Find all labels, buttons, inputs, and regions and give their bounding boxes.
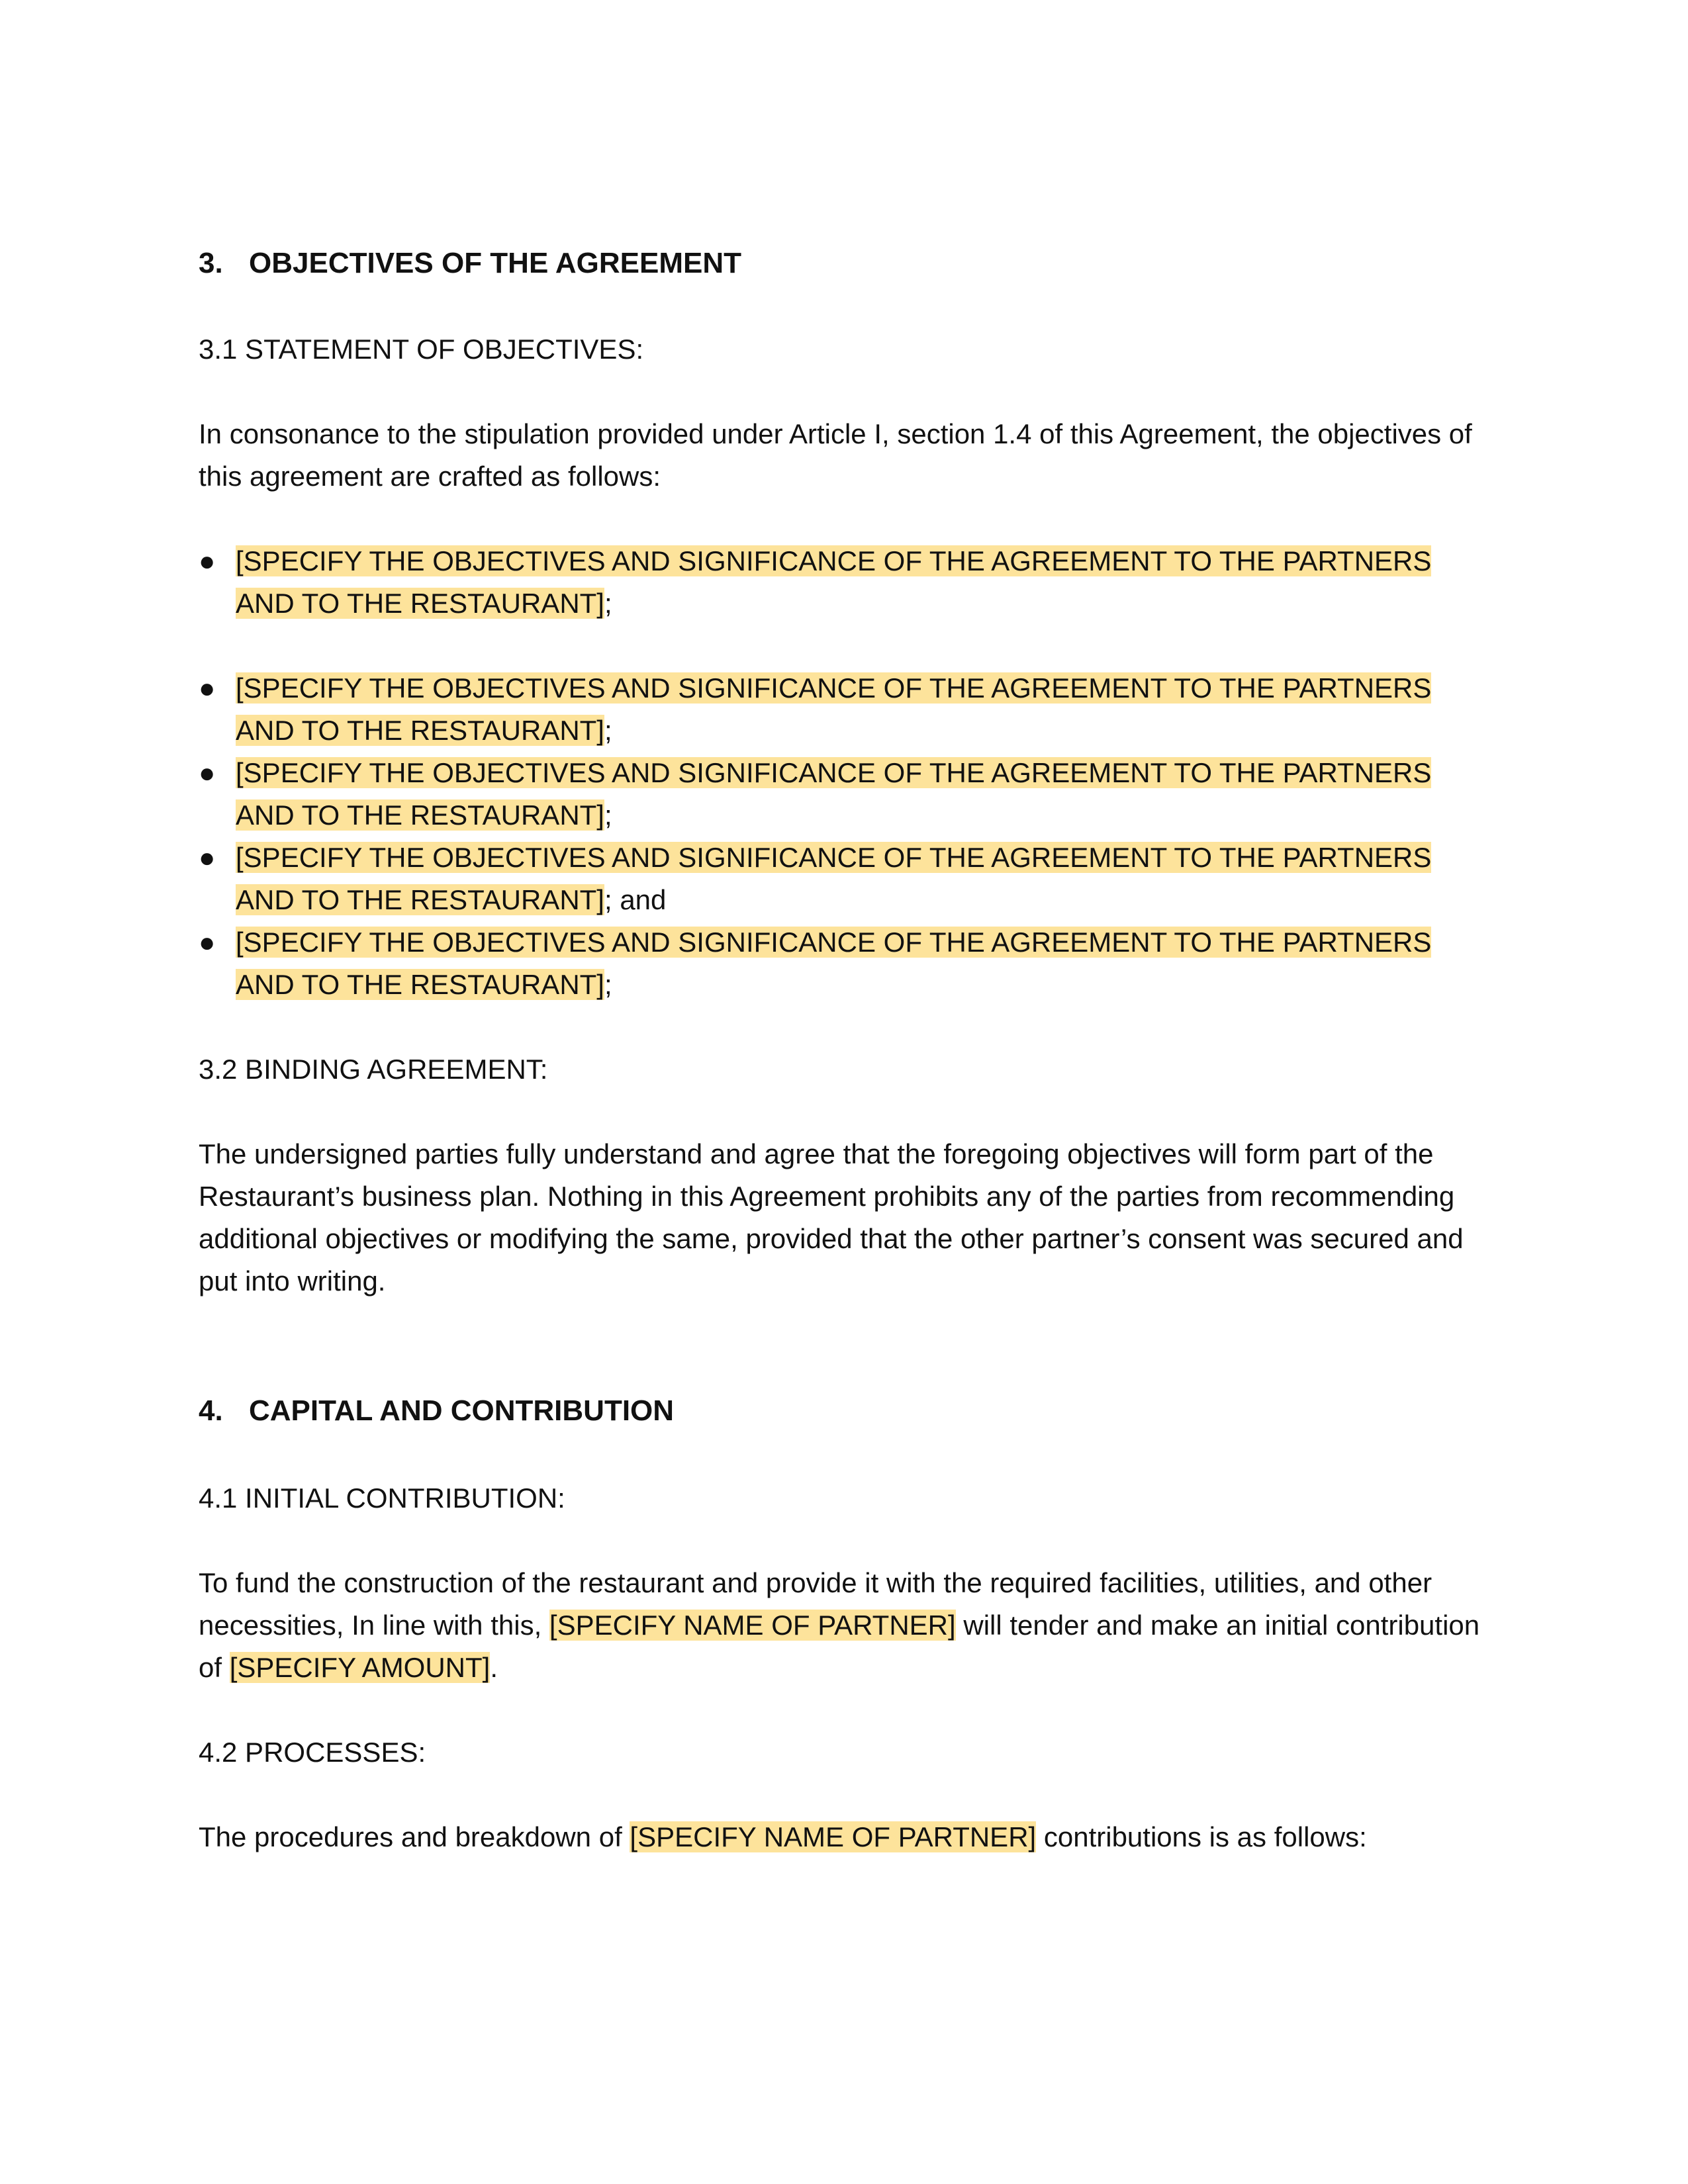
list-item-suffix: ; — [604, 799, 612, 831]
section-title: OBJECTIVES OF THE AGREEMENT — [249, 247, 742, 279]
subsection-4-1-body — [199, 1562, 1496, 1689]
list-item — [199, 540, 1496, 625]
placeholder-field[interactable]: [SPECIFY NAME OF PARTNER] — [630, 1821, 1037, 1852]
list-item-suffix: ; — [604, 969, 612, 1000]
section-title: CAPITAL AND CONTRIBUTION — [249, 1394, 675, 1427]
subsection-4-1-heading: 4.1 INITIAL CONTRIBUTION: — [199, 1482, 565, 1514]
bullet-icon: ● — [199, 927, 216, 958]
subsection-3-2-body: The undersigned parties fully understand and agree that the foregoing objectives will form part of the Restaurant’s business plan. Nothing in this Agreement prohibits any of the parties from recommending additional objectives or modifying the same, provided that the other partner’s consent was secured and put into writing. — [199, 1138, 1464, 1297]
subsection-3-1-heading: 3.1 STATEMENT OF OBJECTIVES: — [199, 334, 644, 365]
subsection-3-1-body: In consonance to the stipulation provided under Article I, section 1.4 of this Agreement, the objectives of this agreement are crafted as follows: — [199, 418, 1472, 492]
bullet-icon: ● — [199, 545, 216, 576]
list-item — [199, 921, 1496, 1006]
bullet-icon: ● — [199, 672, 216, 704]
body-text: To fund the construction of the restaurant and provide it with the required facilities, utilities, and other necessities, In line with this, — [199, 1567, 1432, 1641]
section-4-heading — [199, 1390, 1496, 1432]
list-item-suffix: ; and — [604, 884, 667, 915]
placeholder-field[interactable]: [SPECIFY THE OBJECTIVES AND SIGNIFICANCE OF THE AGREEMENT TO THE PARTNERS AND TO THE RESTAURANT] — [236, 842, 1432, 915]
subsection-3-2-heading: 3.2 BINDING AGREEMENT: — [199, 1054, 548, 1085]
body-text: The procedures and breakdown of — [199, 1821, 630, 1852]
section-number: 4. — [199, 1394, 223, 1427]
placeholder-field[interactable]: [SPECIFY THE OBJECTIVES AND SIGNIFICANCE OF THE AGREEMENT TO THE PARTNERS AND TO THE RESTAURANT] — [236, 927, 1432, 1000]
subsection-4-2-body — [199, 1816, 1496, 1858]
list-item — [199, 752, 1496, 837]
body-text: will tender and make an initial contribution of — [199, 1610, 1480, 1683]
section-number: 3. — [199, 247, 223, 279]
placeholder-field[interactable]: [SPECIFY NAME OF PARTNER] — [549, 1610, 956, 1641]
body-text: contributions is as follows: — [1036, 1821, 1367, 1852]
placeholder-field[interactable]: [SPECIFY THE OBJECTIVES AND SIGNIFICANCE OF THE AGREEMENT TO THE PARTNERS AND TO THE RESTAURANT] — [236, 545, 1432, 619]
list-item-suffix: ; — [604, 715, 612, 746]
objectives-list — [199, 540, 1496, 1006]
placeholder-field[interactable]: [SPECIFY THE OBJECTIVES AND SIGNIFICANCE OF THE AGREEMENT TO THE PARTNERS AND TO THE RESTAURANT] — [236, 757, 1432, 831]
placeholder-field[interactable]: [SPECIFY AMOUNT] — [229, 1652, 491, 1683]
section-3-heading — [199, 242, 1496, 285]
list-item — [199, 667, 1496, 752]
placeholder-field[interactable]: [SPECIFY THE OBJECTIVES AND SIGNIFICANCE OF THE AGREEMENT TO THE PARTNERS AND TO THE RESTAURANT] — [236, 672, 1432, 746]
bullet-icon: ● — [199, 757, 216, 788]
list-item-suffix: ; — [604, 588, 612, 619]
body-text: . — [490, 1652, 498, 1683]
bullet-icon: ● — [199, 842, 216, 873]
list-item — [199, 837, 1496, 921]
subsection-4-2-heading: 4.2 PROCESSES: — [199, 1737, 426, 1768]
